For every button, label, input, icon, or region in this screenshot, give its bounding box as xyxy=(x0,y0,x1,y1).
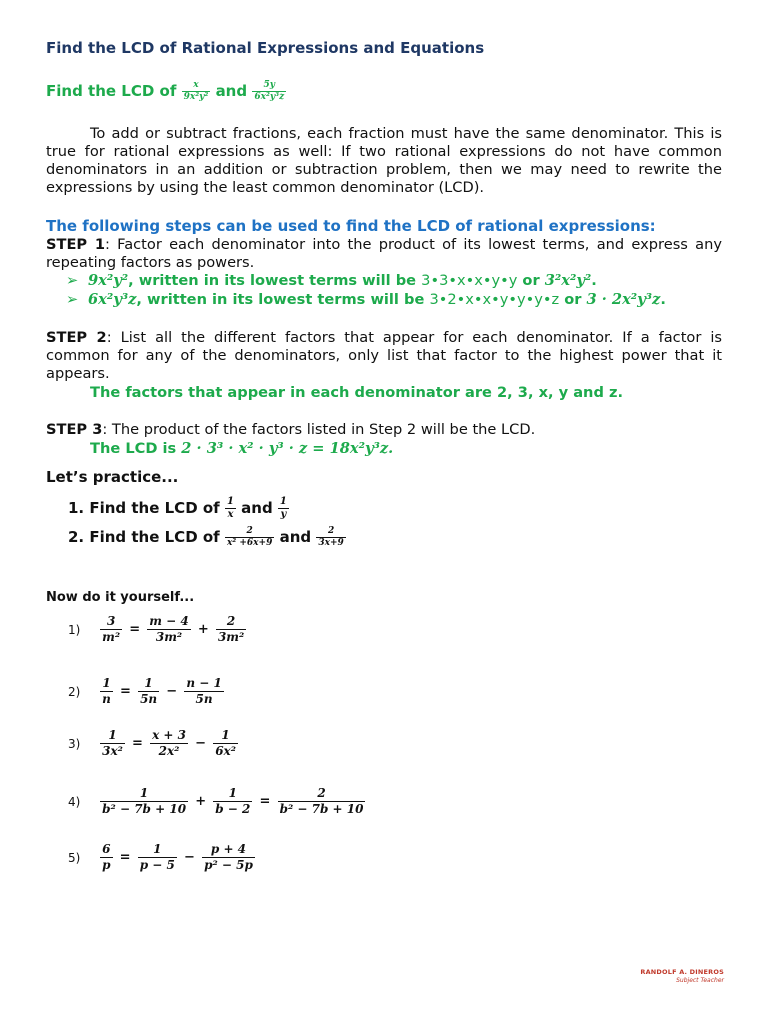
fraction-numerator: 3 xyxy=(106,614,116,628)
fraction-numerator: 1 xyxy=(226,496,234,507)
and-word: and xyxy=(279,528,312,546)
fraction-numerator: 2 xyxy=(246,526,253,536)
step-1-bullet-2 xyxy=(66,291,666,309)
bullet-factors: 3•3•x•x•y•y xyxy=(421,272,518,289)
fraction-denominator: 3m² xyxy=(217,630,245,644)
fraction-denominator: b² − 7b + 10 xyxy=(102,802,187,816)
signature-name: RANDOLF A. DINEROS xyxy=(640,968,724,976)
example-fraction-2 xyxy=(252,80,286,103)
fraction-denominator: m² xyxy=(102,630,121,644)
bullet-factors: 3•2•x•x•y•y•y•z xyxy=(429,291,560,308)
fraction-numerator: 1 xyxy=(102,676,111,690)
exercise-fraction xyxy=(213,786,252,817)
exercise-number: 3) xyxy=(68,736,81,751)
fraction-denominator: b − 2 xyxy=(215,802,251,816)
operator: = xyxy=(120,684,131,699)
practice-fraction-2 xyxy=(316,526,345,549)
step-2-text: : List all the different factors that appear for each denominator. If a factor is common for any of the denominators, only list that factor to the highest power that it appears. xyxy=(46,329,722,382)
step-3-label: STEP 3 xyxy=(46,421,103,438)
exercise-fraction xyxy=(100,614,122,645)
fraction-denominator: 2x² xyxy=(150,743,188,759)
practice-fraction-1 xyxy=(225,526,274,549)
step-1-label: STEP 1 xyxy=(46,236,105,253)
exercise-number: 2) xyxy=(68,684,81,699)
step-1-bullet-1 xyxy=(66,272,597,290)
fraction-numerator: 2 xyxy=(226,614,236,628)
operator: − xyxy=(184,850,195,865)
exercise-number: 5) xyxy=(68,850,81,865)
exercise-fraction xyxy=(184,676,223,707)
arrow-bullet-icon: ➢ xyxy=(66,291,79,308)
fraction-numerator: 1 xyxy=(221,728,230,742)
exercise-1 xyxy=(68,614,246,645)
practice-item-label: 2. Find the LCD of xyxy=(68,528,220,546)
bullet-power-form: 3²x²y² xyxy=(544,272,592,289)
bullet-end: . xyxy=(660,291,666,308)
operator: = xyxy=(129,622,141,637)
bullet-or: or xyxy=(517,272,545,289)
fraction-numerator: m − 4 xyxy=(149,614,189,628)
bullet-expression: 6x²y³z xyxy=(88,291,137,308)
fraction-denominator: 3x² xyxy=(102,744,123,758)
exercise-number: 4) xyxy=(68,794,81,809)
practice-item-2 xyxy=(68,526,346,549)
example-fraction-1 xyxy=(182,80,211,103)
now-do-heading: Now do it yourself... xyxy=(46,590,195,605)
operator: + xyxy=(197,622,209,637)
fraction-denominator: x² +6x+9 xyxy=(226,538,273,548)
fraction-numerator: 1 xyxy=(279,496,287,507)
exercise-fraction xyxy=(278,786,366,817)
bullet-expression: 9x²y² xyxy=(88,272,129,289)
exercise-fraction xyxy=(213,728,238,759)
practice-item-1 xyxy=(68,496,289,521)
exercise-fraction xyxy=(138,842,177,873)
lcd-example-prefix: Find the LCD of xyxy=(46,82,177,100)
step-2-result: The factors that appear in each denominator are 2, 3, x, y and z. xyxy=(90,384,624,401)
exercise-number: 1) xyxy=(68,622,81,637)
fraction-denominator: 9x²y² xyxy=(183,92,209,102)
operator: − xyxy=(195,736,207,751)
practice-item-label: 1. Find the LCD of xyxy=(68,499,220,517)
fraction-denominator: 3x+9 xyxy=(318,538,344,548)
practice-fraction-1 xyxy=(225,496,236,521)
exercise-3 xyxy=(68,728,238,759)
fraction-numerator: p + 4 xyxy=(210,842,247,856)
bullet-or: or xyxy=(559,291,587,308)
fraction-denominator: p xyxy=(102,858,111,872)
step-2-label: STEP 2 xyxy=(46,329,107,346)
lcd-result-prefix: The LCD is xyxy=(90,440,182,457)
exercise-4 xyxy=(68,786,365,817)
practice-fraction-2 xyxy=(278,496,289,521)
arrow-bullet-icon: ➢ xyxy=(66,272,79,289)
fraction-denominator: b² − 7b + 10 xyxy=(279,802,364,816)
fraction-denominator: 3m² xyxy=(147,629,190,645)
steps-heading: The following steps can be used to find the LCD of rational expressions: xyxy=(46,217,656,235)
exercise-fraction xyxy=(147,614,190,645)
fraction-denominator: 5n xyxy=(140,692,158,706)
lcd-result-expression: 2 · 3³ · x² · y³ · z = 18x²y³z. xyxy=(181,440,394,457)
practice-heading: Let’s practice... xyxy=(46,468,179,486)
fraction-numerator: x + 3 xyxy=(152,728,187,742)
bullet-text: , written in its lowest terms will be xyxy=(136,291,430,308)
fraction-denominator: p² − 5p xyxy=(204,858,253,872)
bullet-power-form: 3 · 2x²y³z xyxy=(586,291,661,308)
exercise-fraction xyxy=(100,786,188,817)
fraction-numerator: 5y xyxy=(263,80,276,90)
exercise-fraction xyxy=(216,614,246,645)
fraction-denominator: 6x²y³z xyxy=(254,92,285,102)
bullet-text: , written in its lowest terms will be xyxy=(128,272,422,289)
fraction-numerator: 1 xyxy=(228,786,237,800)
exercise-fraction xyxy=(150,728,188,759)
exercise-5 xyxy=(68,842,255,873)
and-word: and xyxy=(241,499,273,517)
fraction-denominator: 5n xyxy=(184,691,223,707)
step-1-text: : Factor each denominator into the product of its lowest terms, and express any repeating factors as powers. xyxy=(46,236,722,271)
fraction-numerator: 6 xyxy=(102,842,111,856)
exercise-fraction xyxy=(100,728,125,759)
operator: + xyxy=(195,794,207,809)
fraction-denominator: x xyxy=(225,508,236,521)
operator: = xyxy=(259,794,271,809)
fraction-denominator: y xyxy=(278,508,289,521)
exercise-fraction xyxy=(202,842,255,873)
bullet-end: . xyxy=(591,272,597,289)
fraction-numerator: n − 1 xyxy=(186,676,222,690)
fraction-numerator: 1 xyxy=(139,786,149,800)
operator: = xyxy=(119,850,131,865)
page-title: Find the LCD of Rational Expressions and Equations xyxy=(46,39,485,57)
fraction-numerator: 1 xyxy=(108,728,117,742)
fraction-numerator: x xyxy=(193,80,199,90)
exercise-fraction xyxy=(138,676,159,707)
exercise-2 xyxy=(68,676,224,707)
exercise-fraction xyxy=(100,676,113,707)
step-3-result xyxy=(90,440,393,457)
step-3-text: : The product of the factors listed in Step 2 will be the LCD. xyxy=(102,421,536,438)
fraction-numerator: 2 xyxy=(327,526,335,536)
fraction-numerator: 1 xyxy=(144,676,153,690)
step-1 xyxy=(46,236,722,272)
fraction-numerator: 2 xyxy=(317,786,326,800)
exercise-fraction xyxy=(100,842,112,873)
step-2 xyxy=(46,329,722,383)
and-word: and xyxy=(215,82,248,100)
operator: − xyxy=(166,684,178,699)
signature-role: Subject Teacher xyxy=(676,977,724,984)
fraction-denominator: p − 5 xyxy=(139,858,175,872)
lcd-example-heading xyxy=(46,80,286,103)
operator: = xyxy=(132,736,143,751)
fraction-denominator: n xyxy=(102,692,111,706)
fraction-denominator: 6x² xyxy=(215,744,236,758)
fraction-numerator: 1 xyxy=(153,842,162,856)
step-3 xyxy=(46,421,722,439)
intro-paragraph: To add or subtract fractions, each fraction must have the same denominator. This is true for rational expressions as well: If two rational expressions do not have common denominators in an addition or subtraction problem, then we may need to rewrite the expressions by using the least common denominator (LCD). xyxy=(46,125,722,196)
